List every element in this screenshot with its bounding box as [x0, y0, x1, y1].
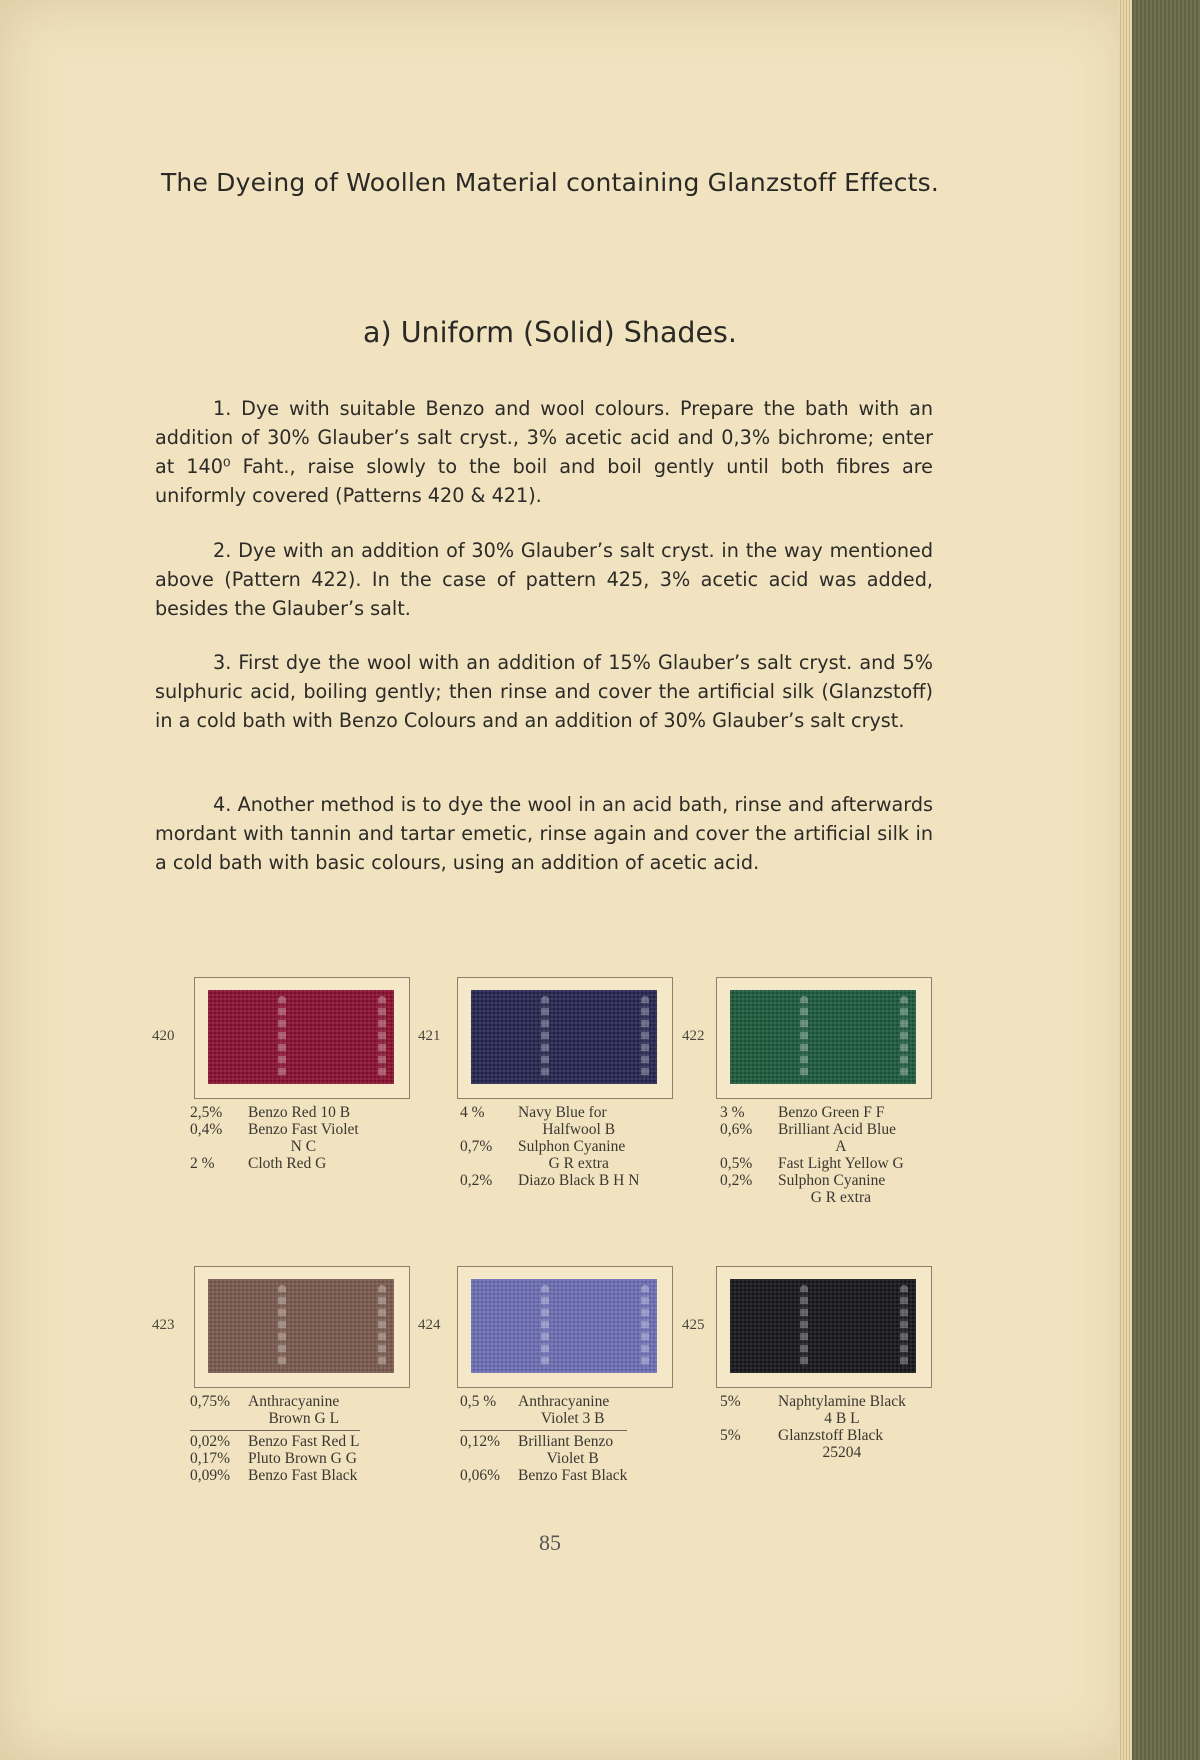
recipe-line: [460, 1155, 639, 1172]
glanzstoff-stripe: [641, 996, 649, 1078]
dye-name: Benzo Red 10 B: [248, 1104, 351, 1121]
dye-name: Glanzstoff Black: [778, 1427, 884, 1444]
dye-name: Anthracyanine: [248, 1393, 340, 1410]
pattern-number: 424: [418, 1317, 441, 1333]
dye-amount: 5%: [720, 1427, 741, 1444]
dye-amount: 0,5%: [720, 1155, 753, 1172]
glanzstoff-stripe: [641, 1285, 649, 1367]
dye-name: A: [835, 1138, 847, 1155]
dye-amount: 0,2%: [460, 1172, 493, 1189]
dye-name: G R extra: [548, 1155, 609, 1172]
glanzstoff-stripe: [278, 1285, 286, 1367]
recipe-line: [190, 1104, 359, 1121]
dye-amount: 0,09%: [190, 1467, 231, 1484]
dye-name: Naphtylamine Black: [778, 1393, 906, 1410]
dye-name: Benzo Fast Black: [248, 1467, 358, 1484]
recipe-line: [720, 1138, 904, 1155]
paragraph-4: 4. Another method is to dye the wool in an acid bath, rinse and afterwards mordant with tannin and tartar emetic, rinse again and cover the artificial silk in a cold bath with basic colours, using an addition of acetic acid.: [155, 793, 933, 874]
dye-amount: 0,17%: [190, 1450, 231, 1467]
glanzstoff-stripe: [800, 996, 808, 1078]
pattern-number: 420: [152, 1028, 175, 1044]
dye-name: Benzo Fast Black: [518, 1467, 628, 1484]
dye-name: Halfwool B: [542, 1121, 616, 1138]
dye-name: Brilliant Acid Blue: [778, 1121, 896, 1138]
recipe-line: [720, 1104, 904, 1121]
pattern-number: 421: [418, 1028, 441, 1044]
recipe-line: [190, 1155, 359, 1172]
recipe-line: [720, 1393, 906, 1410]
pattern-number: 425: [682, 1317, 705, 1333]
recipe-line: [460, 1430, 627, 1450]
glanzstoff-stripe: [900, 1285, 908, 1367]
glanzstoff-stripe: [541, 1285, 549, 1367]
glanzstoff-stripe: [378, 996, 386, 1078]
paragraph-2: 2. Dye with an addition of 30% Glauber’s salt cryst. in the way mentioned above (Pattern 422). In the case of pattern 425, 3% acetic acid was added, besides the Glauber’s salt.: [155, 539, 933, 620]
fabric-swatch: [471, 1279, 657, 1373]
recipe-line: [460, 1104, 639, 1121]
dye-name: Fast Light Yellow G: [778, 1155, 904, 1172]
dye-name: Diazo Black B H N: [518, 1172, 640, 1189]
dye-amount: 0,4%: [190, 1121, 223, 1138]
dye-amount: 5%: [720, 1393, 741, 1410]
fabric-swatch: [471, 990, 657, 1084]
section-heading: a) Uniform (Solid) Shades.: [363, 316, 737, 349]
dye-amount: 4 %: [460, 1104, 485, 1121]
recipe-line: [460, 1467, 627, 1484]
dye-name: Anthracyanine: [518, 1393, 610, 1410]
fabric-swatch: [730, 990, 916, 1084]
recipe-line: [720, 1427, 906, 1444]
dye-name: 4 B L: [824, 1410, 860, 1427]
dye-amount: 3 %: [720, 1104, 745, 1121]
paragraph-1: 1. Dye with suitable Benzo and wool colours. Prepare the bath with an addition of 30% Glauber’s salt cryst., 3% acetic acid and 0,3% bichrome; enter at 140⁰ Faht., raise slowly to the boil and boil gently until both fibres are uniformly covered (Patterns 420 & 421).: [155, 397, 933, 507]
dye-recipe: [720, 1393, 906, 1461]
dye-name: Sulphon Cyanine: [518, 1138, 626, 1155]
dye-name: Benzo Green F F: [778, 1104, 885, 1121]
page-edge: [1118, 0, 1132, 1760]
glanzstoff-stripe: [541, 996, 549, 1078]
recipe-line: [720, 1155, 904, 1172]
dye-amount: 0,75%: [190, 1393, 231, 1410]
dye-name: Cloth Red G: [248, 1155, 327, 1172]
paragraph-3: 3. First dye the wool with an addition of 15% Glauber’s salt cryst. and 5% sulphuric acid, boiling gently; then rinse and cover the artificial silk (Glanzstoff) in a cold bath with Benzo Colours and an addition of 30% Glauber’s salt cryst.: [155, 651, 933, 732]
dye-amount: 0,7%: [460, 1138, 493, 1155]
glanzstoff-stripe: [278, 996, 286, 1078]
book-cover: [1128, 0, 1200, 1760]
dye-name: Benzo Fast Violet: [248, 1121, 359, 1138]
recipe-line: [460, 1172, 639, 1189]
dye-name: Pluto Brown G G: [248, 1450, 357, 1467]
dye-name: G R extra: [810, 1189, 871, 1206]
recipe-line: [190, 1121, 359, 1138]
dye-amount: 0,06%: [460, 1467, 501, 1484]
dye-amount: 0,2%: [720, 1172, 753, 1189]
recipe-line: [190, 1430, 360, 1450]
pattern-number: 422: [682, 1028, 705, 1044]
dye-recipe: [720, 1104, 904, 1206]
fabric-swatch: [208, 1279, 394, 1373]
fabric-swatch: [730, 1279, 916, 1373]
recipe-line: [720, 1410, 906, 1427]
recipe-line: [190, 1138, 359, 1155]
dye-amount: 2 %: [190, 1155, 215, 1172]
recipe-line: [460, 1450, 627, 1467]
recipe-line: [720, 1121, 904, 1138]
glanzstoff-stripe: [378, 1285, 386, 1367]
dye-amount: 0,12%: [460, 1433, 501, 1450]
recipe-line: [460, 1410, 627, 1427]
dye-recipe: [460, 1393, 627, 1484]
dye-name: Brilliant Benzo: [518, 1433, 614, 1450]
pattern-number: 423: [152, 1317, 175, 1333]
dye-name: Violet B: [546, 1450, 599, 1467]
dye-name: Brown G L: [268, 1410, 340, 1427]
recipe-line: [190, 1450, 360, 1467]
glanzstoff-stripe: [900, 996, 908, 1078]
recipe-line: [190, 1410, 360, 1427]
glanzstoff-stripe: [800, 1285, 808, 1367]
dye-name: Sulphon Cyanine: [778, 1172, 886, 1189]
dye-name: Navy Blue for: [518, 1104, 607, 1121]
recipe-line: [460, 1121, 639, 1138]
dye-name: N C: [290, 1138, 317, 1155]
dye-recipe: [460, 1104, 639, 1189]
dye-name: 25204: [822, 1444, 862, 1461]
fabric-swatch: [208, 990, 394, 1084]
recipe-line: [190, 1467, 360, 1484]
dye-recipe: [190, 1393, 360, 1484]
recipe-line: [460, 1393, 627, 1410]
dye-amount: 0,6%: [720, 1121, 753, 1138]
recipe-line: [720, 1444, 906, 1461]
dye-amount: 2,5%: [190, 1104, 223, 1121]
recipe-line: [720, 1189, 904, 1206]
dye-name: Violet 3 B: [540, 1410, 605, 1427]
dye-name: Benzo Fast Red L: [248, 1433, 360, 1450]
dye-amount: 0,5 %: [460, 1393, 497, 1410]
dye-amount: 0,02%: [190, 1433, 231, 1450]
recipe-line: [190, 1393, 360, 1410]
page-title: The Dyeing of Woollen Material containing Glanzstoff Effects.: [160, 168, 940, 197]
dye-recipe: [190, 1104, 359, 1172]
recipe-line: [720, 1172, 904, 1189]
page-number: 85: [539, 1530, 561, 1555]
recipe-line: [460, 1138, 639, 1155]
